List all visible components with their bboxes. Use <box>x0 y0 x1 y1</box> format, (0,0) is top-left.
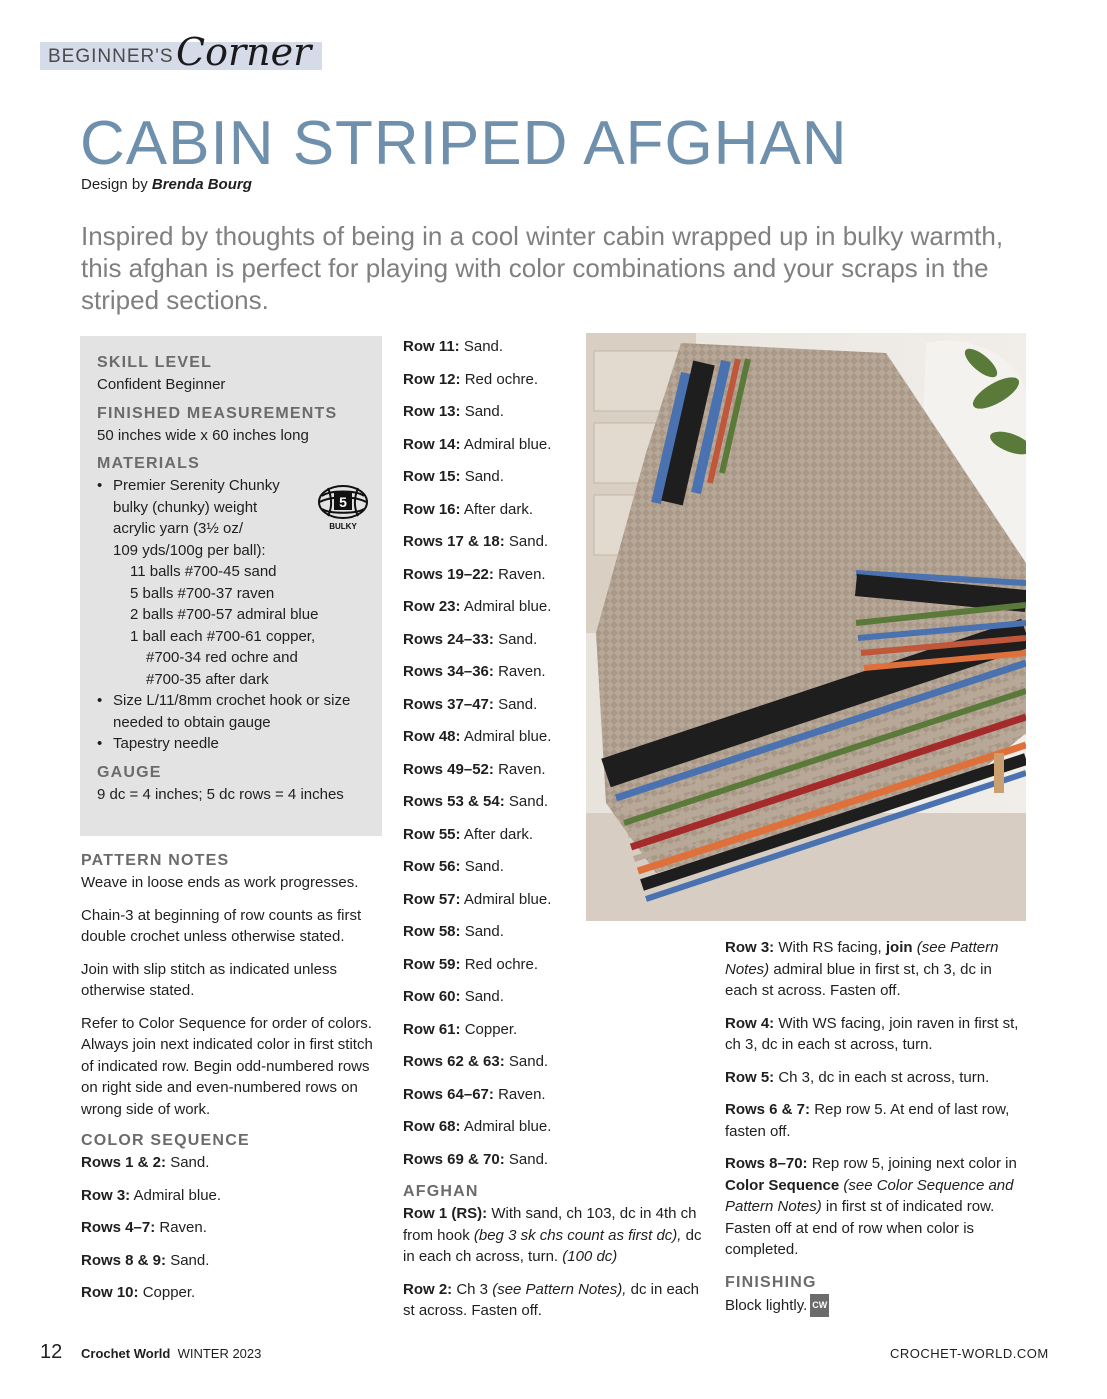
website-url: CROCHET-WORLD.COM <box>890 1346 1049 1361</box>
finishing-text: Block lightly. CW <box>725 1294 1025 1318</box>
color-sequence-row: Row 13: Sand. <box>403 403 504 420</box>
color-sequence-row: Row 3: Admiral blue. <box>81 1186 222 1204</box>
note-paragraph: Weave in loose ends as work progresses. <box>81 874 359 891</box>
hook-line: needed to obtain gauge <box>113 713 271 731</box>
designer-name: Brenda Bourg <box>151 176 252 193</box>
color-sequence-row: Row 48: Admiral blue. <box>403 728 552 745</box>
color-sequence-row: Row 10: Copper. <box>81 1284 196 1301</box>
byline <box>81 176 252 193</box>
banner-label: BEGINNER'S <box>48 46 174 67</box>
color-sequence-row: Row 55: After dark. <box>403 825 534 843</box>
color-sequence-heading: COLOR SEQUENCE <box>81 1132 250 1149</box>
color-sequence-row: Rows 24–33: Sand. <box>403 630 538 648</box>
yarn-color-line: 2 balls #700-57 admiral blue <box>130 606 319 623</box>
skill-level: Confident Beginner <box>97 376 226 393</box>
hook-item <box>97 690 372 733</box>
color-sequence-row: Row 12: Red ochre. <box>403 370 539 388</box>
color-sequence-row: Rows 34–36: Raven. <box>403 663 546 680</box>
color-sequence-row: Row 56: Sand. <box>403 858 504 875</box>
color-sequence-row: Rows 4–7: Raven. <box>81 1219 207 1236</box>
note-paragraph: Join with slip stitch as indicated unless otherwise stated. <box>81 960 337 999</box>
yarn-weight-number: 5 <box>339 494 347 510</box>
afghan-photo <box>586 333 1026 921</box>
measurements: 50 inches wide x 60 inches long <box>97 426 309 444</box>
yarn-line: • Premier Serenity Chunky <box>113 477 280 494</box>
magazine-credit <box>81 1346 261 1361</box>
color-sequence-row: Rows 69 & 70: Sand. <box>403 1150 549 1168</box>
banner-script: Corner <box>176 30 312 74</box>
afghan-rows-8-70: Rows 8–70: Rep row 5, joining next color in Color Sequence (see Color Sequence and Pattern Notes) in first st of indicated row. Fasten off at end of row when color is completed. <box>725 1155 1017 1258</box>
magazine-name: Crochet World <box>81 1346 171 1361</box>
color-sequence-row: Rows 17 & 18: Sand. <box>403 533 549 550</box>
color-sequence-row: Row 59: Red ochre. <box>403 955 539 973</box>
color-sequence-row: Rows 37–47: Sand. <box>403 695 538 713</box>
yarn-line: acrylic yarn (3½ oz/ <box>113 520 244 537</box>
page-title: CABIN STRIPED AFGHAN <box>80 109 848 178</box>
yarn-color-line: #700-34 red ochre and <box>146 649 298 666</box>
pattern-notes-heading: PATTERN NOTES <box>81 852 230 869</box>
color-sequence-row: Row 61: Copper. <box>403 1020 518 1038</box>
end-badge: CW <box>810 1294 829 1318</box>
afghan-row-3: Row 3: With RS facing, join (see Pattern Notes) admiral blue in first st, ch 3, dc in each st across. Fasten off. <box>725 939 999 999</box>
color-sequence-row: Rows 49–52: Raven. <box>403 760 546 778</box>
materials-heading: MATERIALS <box>97 455 200 472</box>
needle-item: • Tapestry needle <box>97 733 372 755</box>
note-paragraph: Refer to Color Sequence for order of colors. Always join next indicated color in first stitch of indicated row. Begin odd-numbered rows on right side and even-numbered rows on wrong side of work. <box>81 1014 373 1118</box>
afghan-row-5: Row 5: Ch 3, dc in each st across, turn. <box>725 1068 990 1086</box>
note-paragraph: Chain-3 at beginning of row counts as first double crochet unless otherwise stated. <box>81 906 362 945</box>
color-sequence-row: Row 23: Admiral blue. <box>403 598 552 615</box>
section-banner <box>40 30 328 74</box>
afghan-heading: AFGHAN <box>403 1183 479 1200</box>
afghan-rows-6-7: Rows 6 & 7: Rep row 5. At end of last row, fasten off. <box>725 1101 1010 1140</box>
color-sequence-row: Row 15: Sand. <box>403 468 504 485</box>
color-sequence-row: Rows 64–67: Raven. <box>403 1085 546 1103</box>
afghan-section <box>403 1181 708 1333</box>
color-sequence-row: Row 57: Admiral blue. <box>403 890 552 908</box>
skill-level-heading: SKILL LEVEL <box>97 354 213 371</box>
yarn-color-line: 5 balls #700-37 raven <box>130 584 275 602</box>
color-sequence-row: Row 68: Admiral blue. <box>403 1118 552 1135</box>
page-number: 12 <box>40 1341 63 1363</box>
color-sequence-row: Rows 1 & 2: Sand. <box>81 1154 210 1171</box>
color-sequence-row: Row 16: After dark. <box>403 500 534 518</box>
intro-text: Inspired by thoughts of being in a cool winter cabin wrapped up in bulky warmth, this afghan is perfect for playing with color combinations and your scraps in the striped sections. <box>81 221 1004 315</box>
yarn-color-line: 11 balls #700-45 sand <box>130 563 277 580</box>
yarn-weight-icon <box>316 482 370 532</box>
afghan-row-2: Row 2: Ch 3 (see Pattern Notes), dc in each st across. Fasten off. <box>403 1280 699 1319</box>
measurements-heading: FINISHED MEASUREMENTS <box>97 404 338 422</box>
color-sequence-row: Rows 53 & 54: Sand. <box>403 793 549 810</box>
color-sequence-row: Row 11: Sand. <box>403 338 504 355</box>
afghan-row-1: Row 1 (RS): With sand, ch 103, dc in 4th ch from hook (beg 3 sk chs count as first dc), dc in each ch across, turn. (100 dc) <box>403 1205 702 1265</box>
yarn-line: bulky (chunky) weight <box>113 498 258 516</box>
color-sequence-row: Row 60: Sand. <box>403 988 504 1005</box>
yarn-line: 109 yds/100g per ball): <box>113 541 266 559</box>
hook-line: • Size L/11/8mm crochet hook or size <box>113 692 351 709</box>
gauge: 9 dc = 4 inches; 5 dc rows = 4 inches <box>97 785 344 803</box>
yarn-color-line: 1 ball each #700-61 copper, <box>130 627 316 645</box>
yarn-weight-label: BULKY <box>329 522 357 531</box>
color-sequence-row: Rows 8 & 9: Sand. <box>81 1251 210 1269</box>
color-sequence-list <box>81 1152 381 1304</box>
pattern-notes <box>81 850 381 1315</box>
byline-prefix: Design by <box>81 176 148 193</box>
color-sequence-row: Rows 19–22: Raven. <box>403 565 546 583</box>
materials-sidebar <box>80 336 382 836</box>
color-sequence-row: Row 58: Sand. <box>403 923 504 940</box>
issue: WINTER 2023 <box>177 1346 262 1361</box>
afghan-instructions-continued <box>725 937 1025 1317</box>
gauge-heading: GAUGE <box>97 763 162 781</box>
yarn-color-line: #700-35 after dark <box>146 670 269 688</box>
color-sequence-row: Row 14: Admiral blue. <box>403 435 552 453</box>
color-sequence-row: Rows 62 & 63: Sand. <box>403 1053 549 1070</box>
color-sequence-list-continued <box>403 336 583 1181</box>
afghan-row-4: Row 4: With WS facing, join raven in first st, ch 3, dc in each st across, turn. <box>725 1014 1019 1053</box>
finishing-heading: FINISHING <box>725 1273 817 1291</box>
